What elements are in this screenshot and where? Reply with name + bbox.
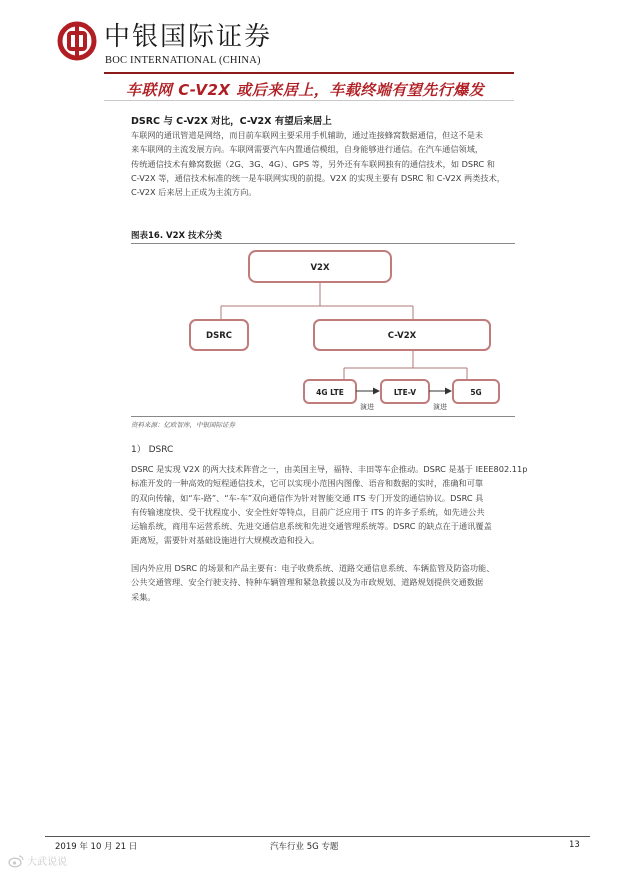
node-label: 5G <box>470 388 482 397</box>
paragraph-line: C-V2X 后来居上正成为主流方向。 <box>131 187 257 198</box>
figure-source: 资料来源：亿欧智库，中银国际证券 <box>131 421 235 429</box>
subsection-heading: 1） DSRC <box>131 445 174 455</box>
paragraph-line: 距离短，需要针对基础设施进行大规模改造和投入。 <box>131 535 320 546</box>
paragraph-line: DSRC 是实现 V2X 的两大技术阵营之一，由美国主导，福特、丰田等车企推动。DSRC 是基于 IEEE802.11p <box>131 464 528 474</box>
section-title: DSRC 与 C-V2X 对比，C-V2X 有望后来居上 <box>131 116 332 127</box>
paragraph-line: 有传输速度快、受干扰程度小、安全性好等特点，目前广泛应用于 ITS 的许多子系统，如先进公共 <box>131 506 485 517</box>
v2x-classification-diagram <box>131 244 515 414</box>
footer-title: 汽车行业 5G 专题 <box>270 842 339 852</box>
page-headline: 车联网 C-V2X 或后来居上，车载终端有望先行爆发 <box>126 81 485 99</box>
paragraph-line: 标准开发的一种高效的短程通信技术，它可以实现小范围内图像、语音和数据的实时，准确和可靠 <box>131 478 484 489</box>
node-label: 4G LTE <box>316 388 344 397</box>
footer-divider <box>45 836 590 837</box>
node-label: V2X <box>310 263 330 273</box>
brand-name-en: BOC INTERNATIONAL (CHINA) <box>105 55 261 66</box>
node-label: DSRC <box>206 331 232 341</box>
paragraph-line: 来车联网的主流发展方向。车联网需要汽车内置通信模组，自身能够进行通信。在汽车通信领域， <box>131 144 484 155</box>
header-divider <box>104 72 514 74</box>
intro-paragraph <box>131 128 505 199</box>
watermark <box>8 853 67 868</box>
paragraph-line: 采集。 <box>131 591 156 602</box>
paragraph-line: 车联网的通讯管道是网络，而目前车联网主要采用手机辅助，通过连接蜂窝数据通信，但这不是未 <box>131 130 484 140</box>
dsrc-applications-paragraph <box>131 561 494 604</box>
paragraph-line: 传统通信技术有蜂窝数据（2G、3G、4G）、GPS 等，另外还有车联网独有的通信技术，如 DSRC 和 <box>131 158 495 169</box>
node-label: LTE-V <box>393 388 417 397</box>
paragraph-line: 公共交通管理、安全行驶支持、特种车辆管理和紧急救援以及为市政规划、道路规划提供交通数据 <box>131 577 484 588</box>
node-label: C-V2X <box>387 331 417 341</box>
paragraph-line: 的双向传输，如“车-路”、“车-车”双向通信作为针对智能交通 ITS 专门开发的通信协议。DSRC 具 <box>131 492 484 503</box>
boc-logo-icon <box>57 21 97 61</box>
arrow-label: 演进 <box>360 403 374 411</box>
paragraph-line: C-V2X 等，通信技术标准的统一是车联网实现的前提。V2X 的实现主要有 DSRC 和 C-V2X 两类技术， <box>131 172 505 183</box>
footer-date: 2019 年 10 月 21 日 <box>55 842 138 852</box>
figure-bottom-rule <box>131 416 515 417</box>
page-number: 13 <box>569 840 580 850</box>
dsrc-paragraph <box>131 462 527 548</box>
headline-divider <box>104 100 514 101</box>
brand-name-cn: 中银国际证券 <box>104 22 273 52</box>
figure-title: 图表16. V2X 技术分类 <box>131 231 223 241</box>
paragraph-line: 国内外应用 DSRC 的场景和产品主要有：电子收费系统、道路交通信息系统、车辆监管及防盗功能、 <box>131 563 495 573</box>
weibo-icon <box>8 854 24 868</box>
watermark-text: 大武说说 <box>27 857 67 868</box>
arrow-label: 演进 <box>433 403 447 411</box>
paragraph-line: 运输系统，商用车运营系统、先进交通信息系统和先进交通管理系统等。DSRC 的缺点在于通讯覆盖 <box>131 521 492 532</box>
